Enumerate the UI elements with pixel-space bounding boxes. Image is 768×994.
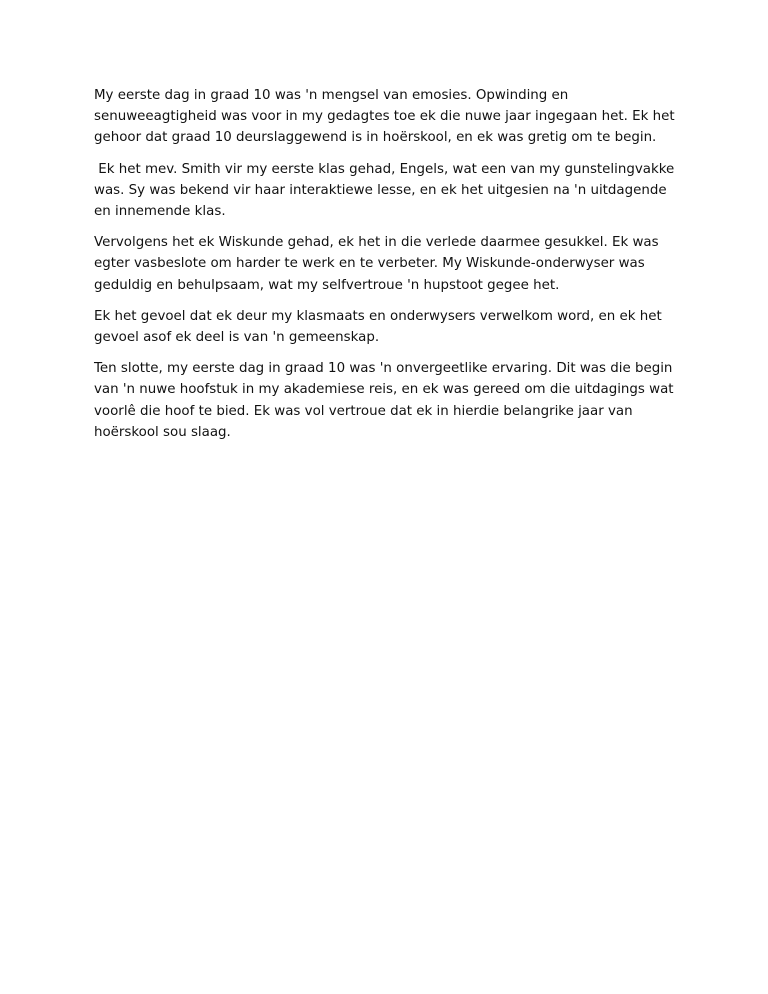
paragraph-math-class: Vervolgens het ek Wiskunde gehad, ek het in die verlede daarmee gesukkel. Ek was egter vasbeslote om harder te werk en te verbeter. My Wiskunde-onderwyser was geduldig en behulpsaam, wat my selfvertroue 'n hupstoot gegee het. [94, 235, 659, 293]
paragraph-conclusion: Ten slotte, my eerste dag in graad 10 was 'n onvergeetlike ervaring. Dit was die begin van 'n nuwe hoofstuk in my akademiese reis, en ek was gereed om die uitdagings wat voorlê die hoof te bied. Ek was vol vertroue dat ek in hierdie belangrike jaar van hoërskool sou slaag. [94, 361, 674, 440]
document-body [94, 85, 684, 453]
paragraph-intro: My eerste dag in graad 10 was 'n mengsel van emosies. Opwinding en senuweeagtigheid was voor in my gedagtes toe ek die nuwe jaar ingegaan het. Ek het gehoor dat graad 10 deurslaggewend is in hoërskool, en ek was gretig om te begin. [94, 88, 675, 146]
paragraph-english-class: Ek het mev. Smith vir my eerste klas gehad, Engels, wat een van my gunstelingvakke was. Sy was bekend vir haar interaktiewe lesse, en ek het uitgesien na 'n uitdagende en innemende klas. [94, 161, 679, 220]
paragraph-belonging: Ek het gevoel dat ek deur my klasmaats en onderwysers verwelkom word, en ek het gevoel asof ek deel is van 'n gemeenskap. [94, 308, 662, 346]
